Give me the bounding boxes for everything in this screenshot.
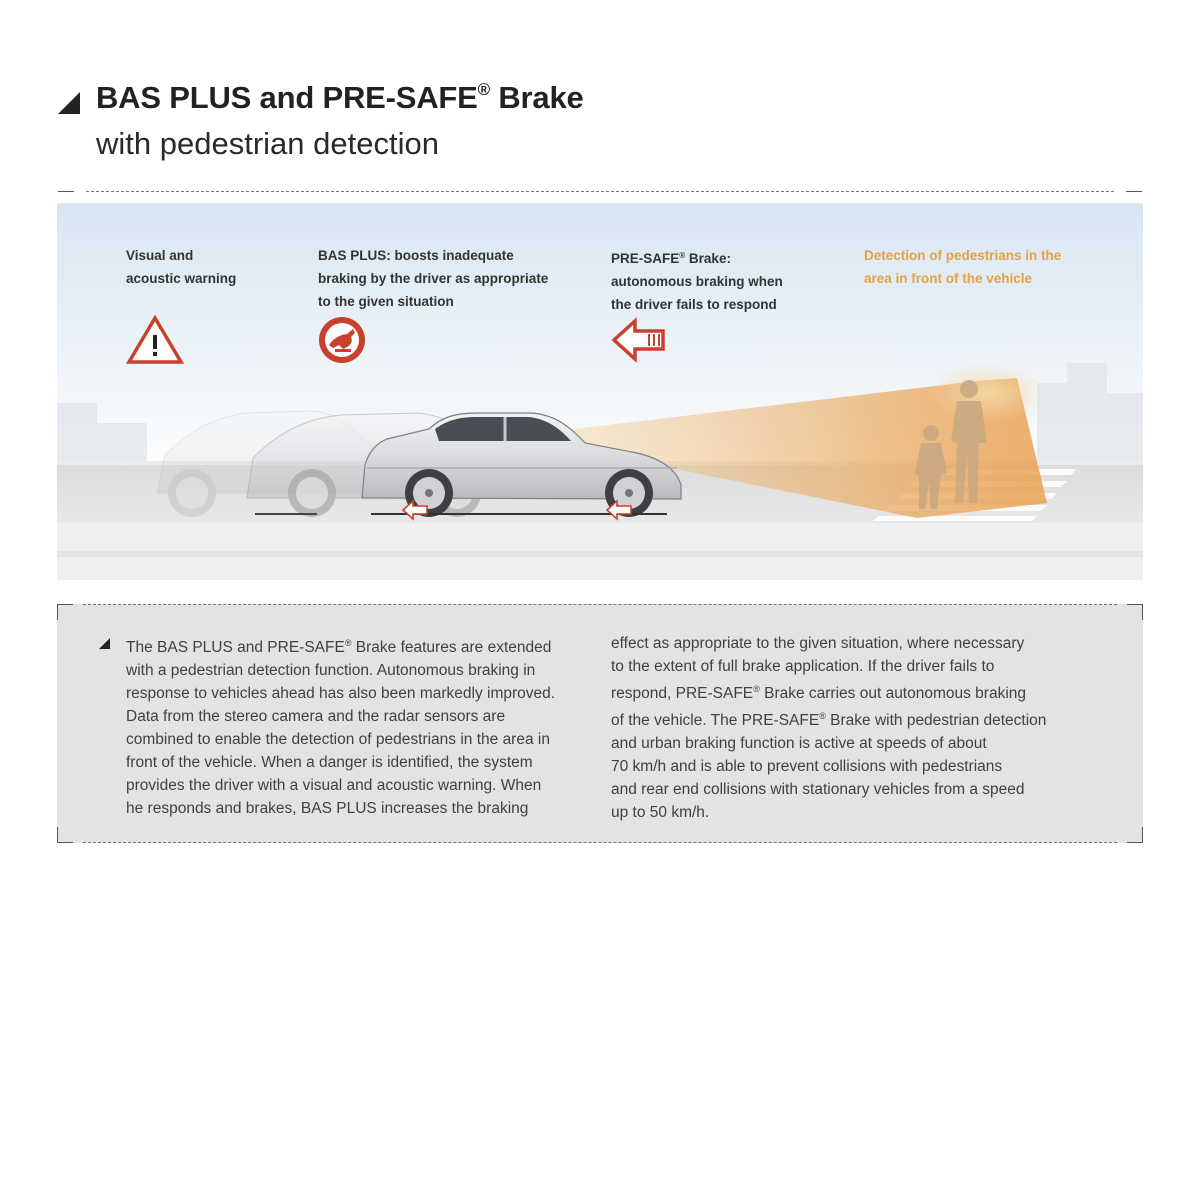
callout-pre-safe: PRE-SAFE® Brake: autonomous braking when the driver fails to respond: [611, 251, 783, 312]
description-line: combined to enable the detection of pedestrians in the area in: [126, 731, 550, 748]
description-line: and rear end collisions with stationary vehicles from a speed: [611, 781, 1025, 798]
description-line: Data from the stereo camera and the radar sensors are: [126, 708, 506, 725]
warning-triangle-icon: [126, 315, 184, 365]
callout-bas-plus: BAS PLUS: boosts inadequate braking by the driver as appropriate to the given situation: [318, 248, 549, 309]
description-line: up to 50 km/h.: [611, 804, 710, 821]
description-column-2: [611, 632, 1081, 824]
description-line: with a pedestrian detection function. Autonomous braking in: [126, 662, 536, 679]
illustration-scene: [57, 203, 1143, 580]
description-line: provides the driver with a visual and acoustic warning. When: [126, 777, 542, 794]
description-line: response to vehicles ahead has also been markedly improved.: [126, 685, 556, 702]
description-line: effect as appropriate to the given situation, where necessary: [611, 635, 1025, 652]
description-line: and urban braking function is active at speeds of about: [611, 735, 987, 752]
title-divider: [58, 191, 1142, 192]
description-line: to the extent of full brake application. If the driver fails to: [611, 658, 995, 675]
page-title: BAS PLUS and PRE-SAFE® Brake: [96, 80, 584, 115]
description-column-1: [126, 632, 584, 820]
page-subtitle: with pedestrian detection: [96, 126, 439, 161]
brake-assist-icon: [317, 315, 367, 365]
description-line: of the vehicle. The PRE-SAFE® Brake with pedestrian detection: [611, 711, 1047, 729]
description-line: The BAS PLUS and PRE-SAFE® Brake features are extended: [126, 638, 552, 656]
description-bullet-icon: [99, 638, 110, 649]
description-line: he responds and brakes, BAS PLUS increases the braking: [126, 800, 529, 817]
description-line: front of the vehicle. When a danger is identified, the system: [126, 754, 533, 771]
description-line: 70 km/h and is able to prevent collisions with pedestrians: [611, 758, 1003, 775]
callout-warning: Visual and acoustic warning: [126, 248, 237, 286]
title-bullet-icon: [58, 92, 80, 114]
callout-detection: Detection of pedestrians in the area in front of the vehicle: [864, 248, 1062, 286]
description-line: respond, PRE-SAFE® Brake carries out autonomous braking: [611, 684, 1027, 702]
description-box: [57, 604, 1143, 843]
braking-arrow-icon: [611, 317, 667, 363]
